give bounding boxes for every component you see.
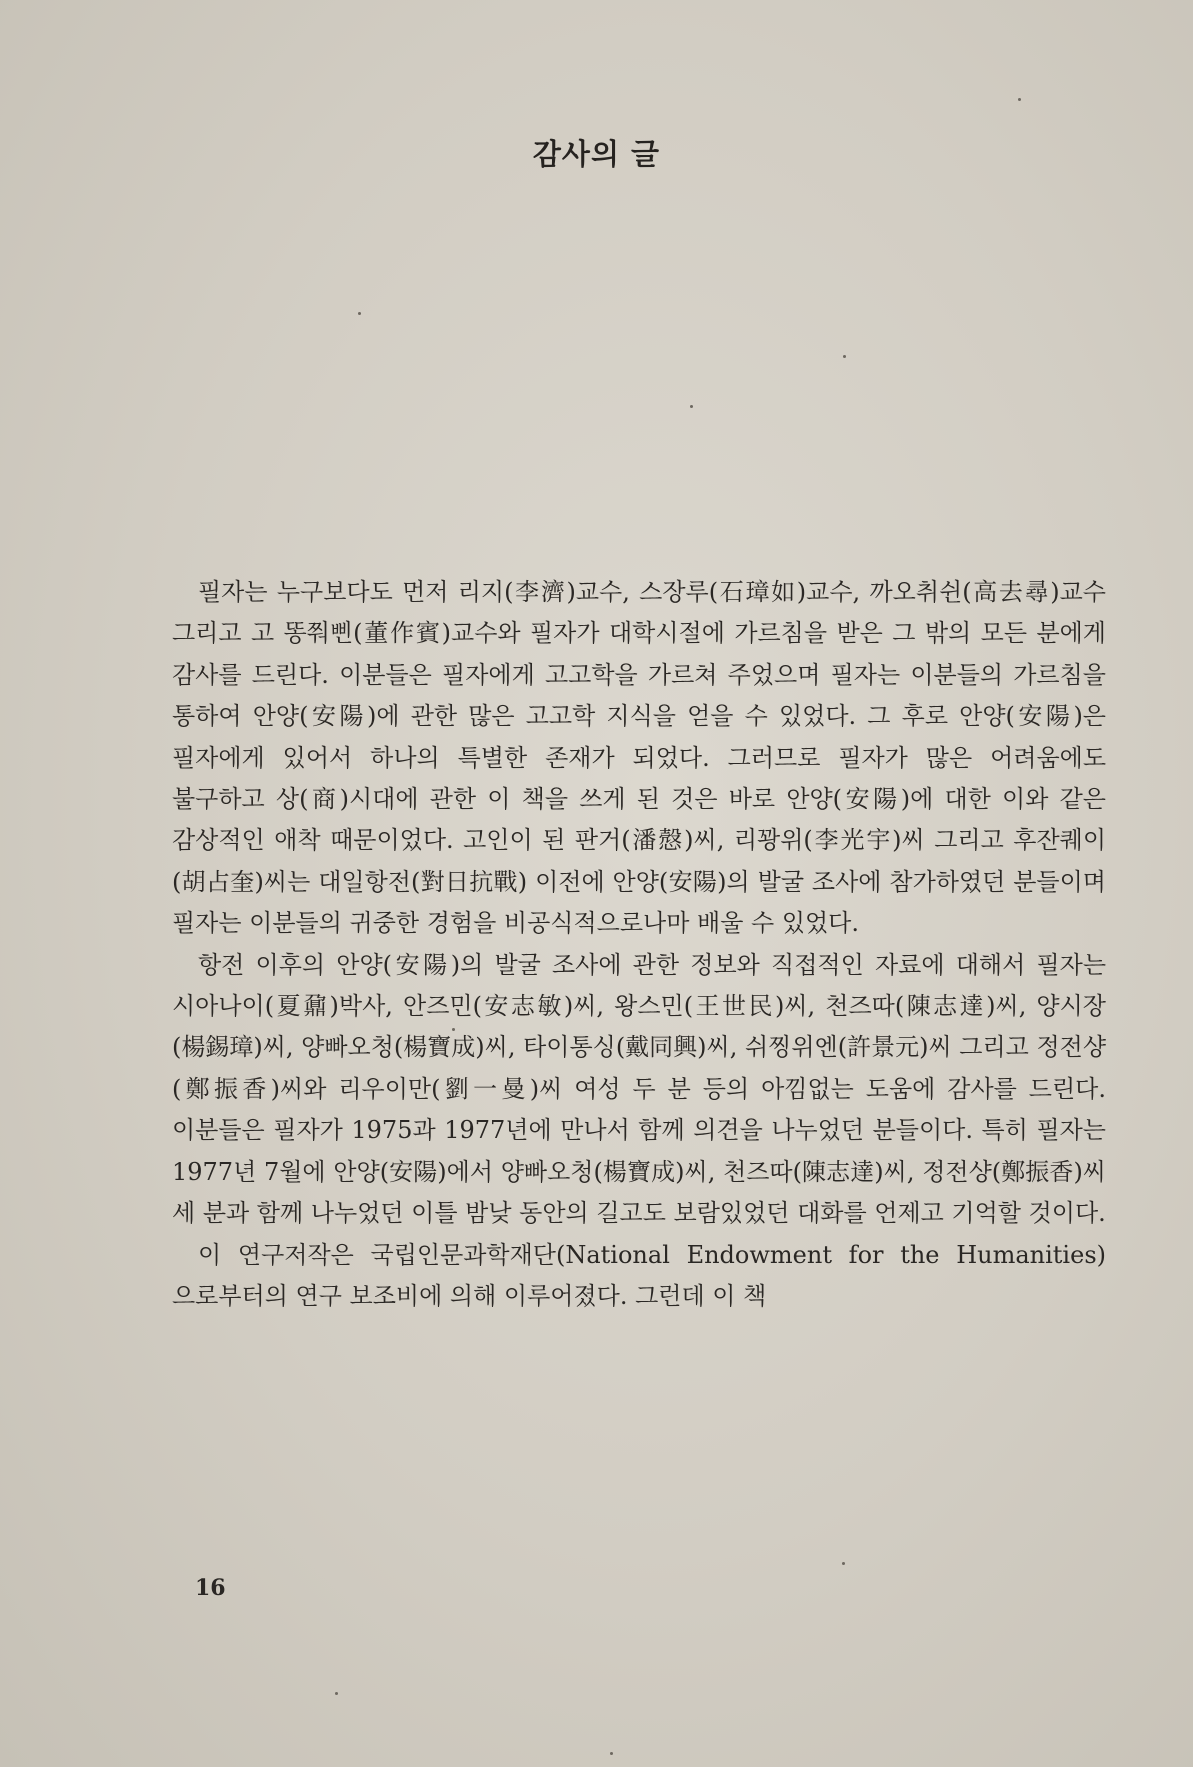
scan-speck [842,1562,845,1565]
paragraph: 항전 이후의 안양(安陽)의 발굴 조사에 관한 정보와 직접적인 자료에 대해서 필자는 시아나이(夏鼐)박사, 안즈민(安志敏)씨, 왕스민(王世民)씨, 천즈따(陳志達)씨, 양시장(楊錫璋)씨, 양빠오청(楊寶成)씨, 타이통싱(戴同興)씨, 쉬찡위엔(許景元)씨 그리고 정전샹(鄭振香)씨와 리우이만(劉一曼)씨 여성 두 분 등의 아낌없는 도움에 감사를 드린다. 이분들은 필자가 1975과 1977년에 만나서 함께 의견을 나누었던 분들이다. 특히 필자는 1977년 7월에 안양(安陽)에서 양빠오청(楊寶成)씨, 천즈따(陳志達)씨, 정전샹(鄭振香)씨 세 분과 함께 나누었던 이틀 밤낮 동안의 길고도 보람있었던 대화를 언제고 기억할 것이다. [172,950,1106,1228]
scan-speck [1018,98,1021,101]
page-title: 감사의 글 [532,137,661,171]
body-text [172,572,1106,1317]
scan-speck [452,1028,455,1031]
scan-speck [358,312,361,315]
scan-speck [843,355,846,358]
page-number: 16 [195,1575,226,1601]
scan-speck [335,1692,338,1695]
scan-speck [610,1752,613,1755]
paragraph: 이 연구저작은 국립인문과학재단(National Endowment for the Humanities)으로부터의 연구 보조비에 의해 이루어졌다. 그런데 이 책 [172,1240,1106,1310]
scan-speck [690,405,693,408]
paragraph: 필자는 누구보다도 먼저 리지(李濟)교수, 스장루(石璋如)교수, 까오취쉰(高去尋)교수 그리고 고 똥쭤삔(董作賓)교수와 필자가 대학시절에 가르침을 받은 그 밖의 모든 분에게 감사를 드린다. 이분들은 필자에게 고고학을 가르쳐 주었으며 필자는 이분들의 가르침을 통하여 안양(安陽)에 관한 많은 고고학 지식을 얻을 수 있었다. 그 후로 안양(安陽)은 필자에게 있어서 하나의 특별한 존재가 되었다. 그러므로 필자가 많은 어려움에도 불구하고 상(商)시대에 관한 이 책을 쓰게 된 것은 바로 안양(安陽)에 대한 이와 같은 감상적인 애착 때문이었다. 고인이 된 판거(潘慤)씨, 리꽝위(李光宇)씨 그리고 후잔퀘이(胡占奎)씨는 대일항전(對日抗戰) 이전에 안양(安陽)의 발굴 조사에 참가하였던 분들이며 필자는 이분들의 귀중한 경험을 비공식적으로나마 배울 수 있었다. [172,578,1106,938]
